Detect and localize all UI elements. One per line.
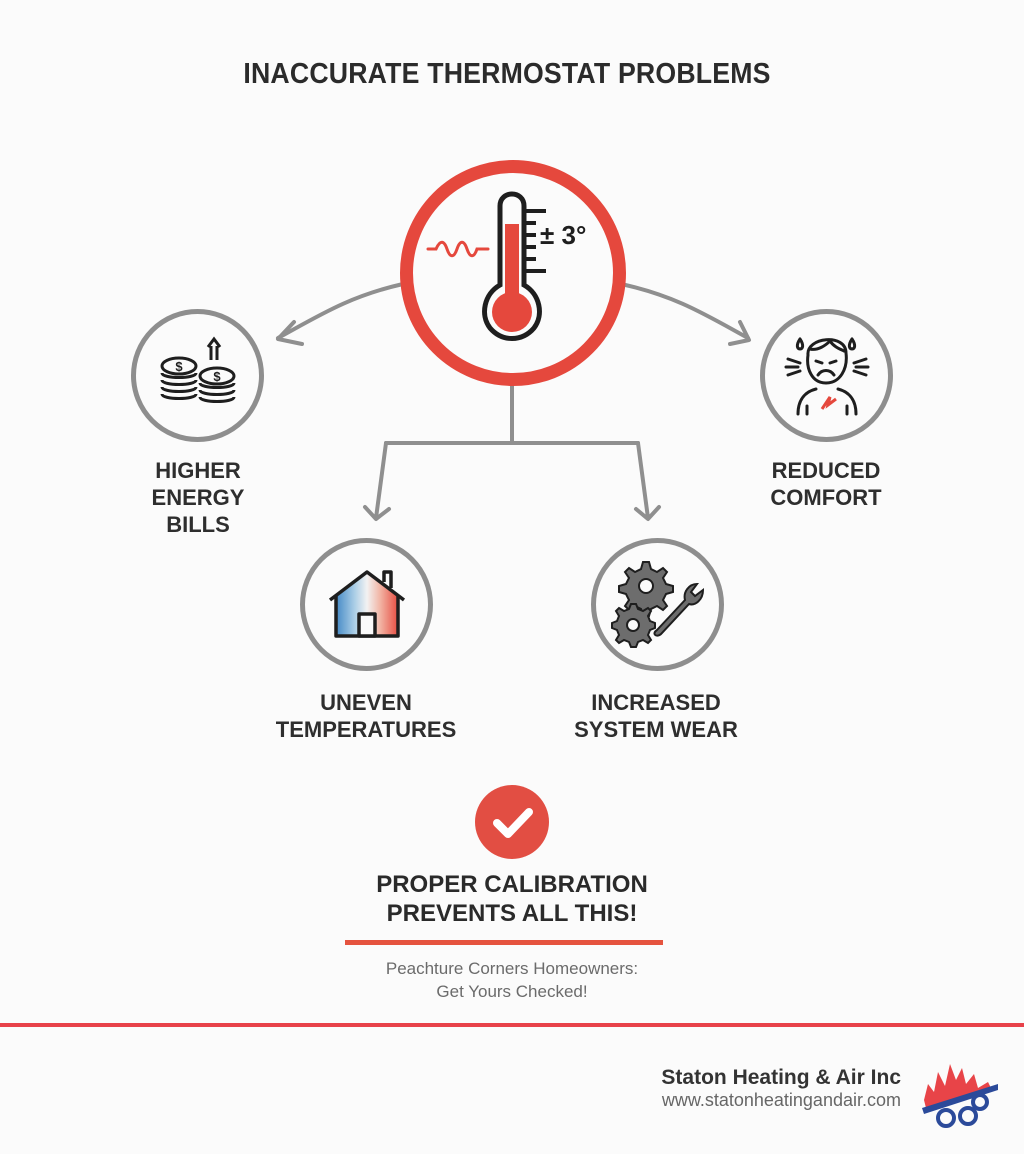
solution-subtext — [300, 957, 724, 1003]
subtext-line: Peachture Corners Homeowners: — [385, 959, 639, 978]
solution-headline — [300, 870, 724, 928]
checkmark-icon — [475, 785, 549, 859]
company-url[interactable]: www.statonheatingandair.com — [661, 1090, 901, 1110]
label-line: UNEVEN — [320, 690, 412, 715]
label-line: INCREASED — [591, 690, 721, 715]
accent-divider — [345, 940, 663, 945]
label-line: HIGHER — [155, 458, 241, 483]
problem-label-increased-system-wear — [556, 689, 756, 743]
label-line: BILLS — [166, 512, 230, 537]
sweating-person-icon — [760, 309, 893, 442]
checkmark-badge — [475, 785, 549, 859]
footer-divider — [0, 1023, 1024, 1027]
subtext-line: Get Yours Checked! — [436, 982, 588, 1001]
problem-label-reduced-comfort — [746, 457, 906, 511]
gears-wrench-icon — [591, 538, 724, 671]
problem-label-uneven-temperatures — [266, 689, 466, 743]
svg-text:$: $ — [175, 359, 183, 374]
label-line: TEMPERATURES — [275, 717, 457, 742]
flame-snowflake-logo-icon — [918, 1050, 1002, 1130]
svg-text:$: $ — [213, 369, 221, 384]
problem-label-higher-energy-bills — [118, 457, 278, 538]
page-title: INACCURATE THERMOSTAT PROBLEMS — [243, 58, 771, 90]
coins-up-arrow-icon — [131, 309, 264, 442]
thermometer-icon — [400, 160, 626, 386]
headline-line: PROPER CALIBRATION — [376, 871, 648, 898]
label-line: ENERGY — [151, 485, 245, 510]
tolerance-label: ± 3° — [540, 220, 587, 250]
headline-line: PREVENTS ALL THIS! — [386, 900, 638, 927]
company-name: Staton Heating & Air Inc — [661, 1066, 901, 1089]
label-line: SYSTEM WEAR — [574, 717, 738, 742]
house-hot-cold-icon — [300, 538, 433, 671]
label-line: REDUCED — [771, 458, 881, 483]
label-line: COMFORT — [770, 485, 882, 510]
